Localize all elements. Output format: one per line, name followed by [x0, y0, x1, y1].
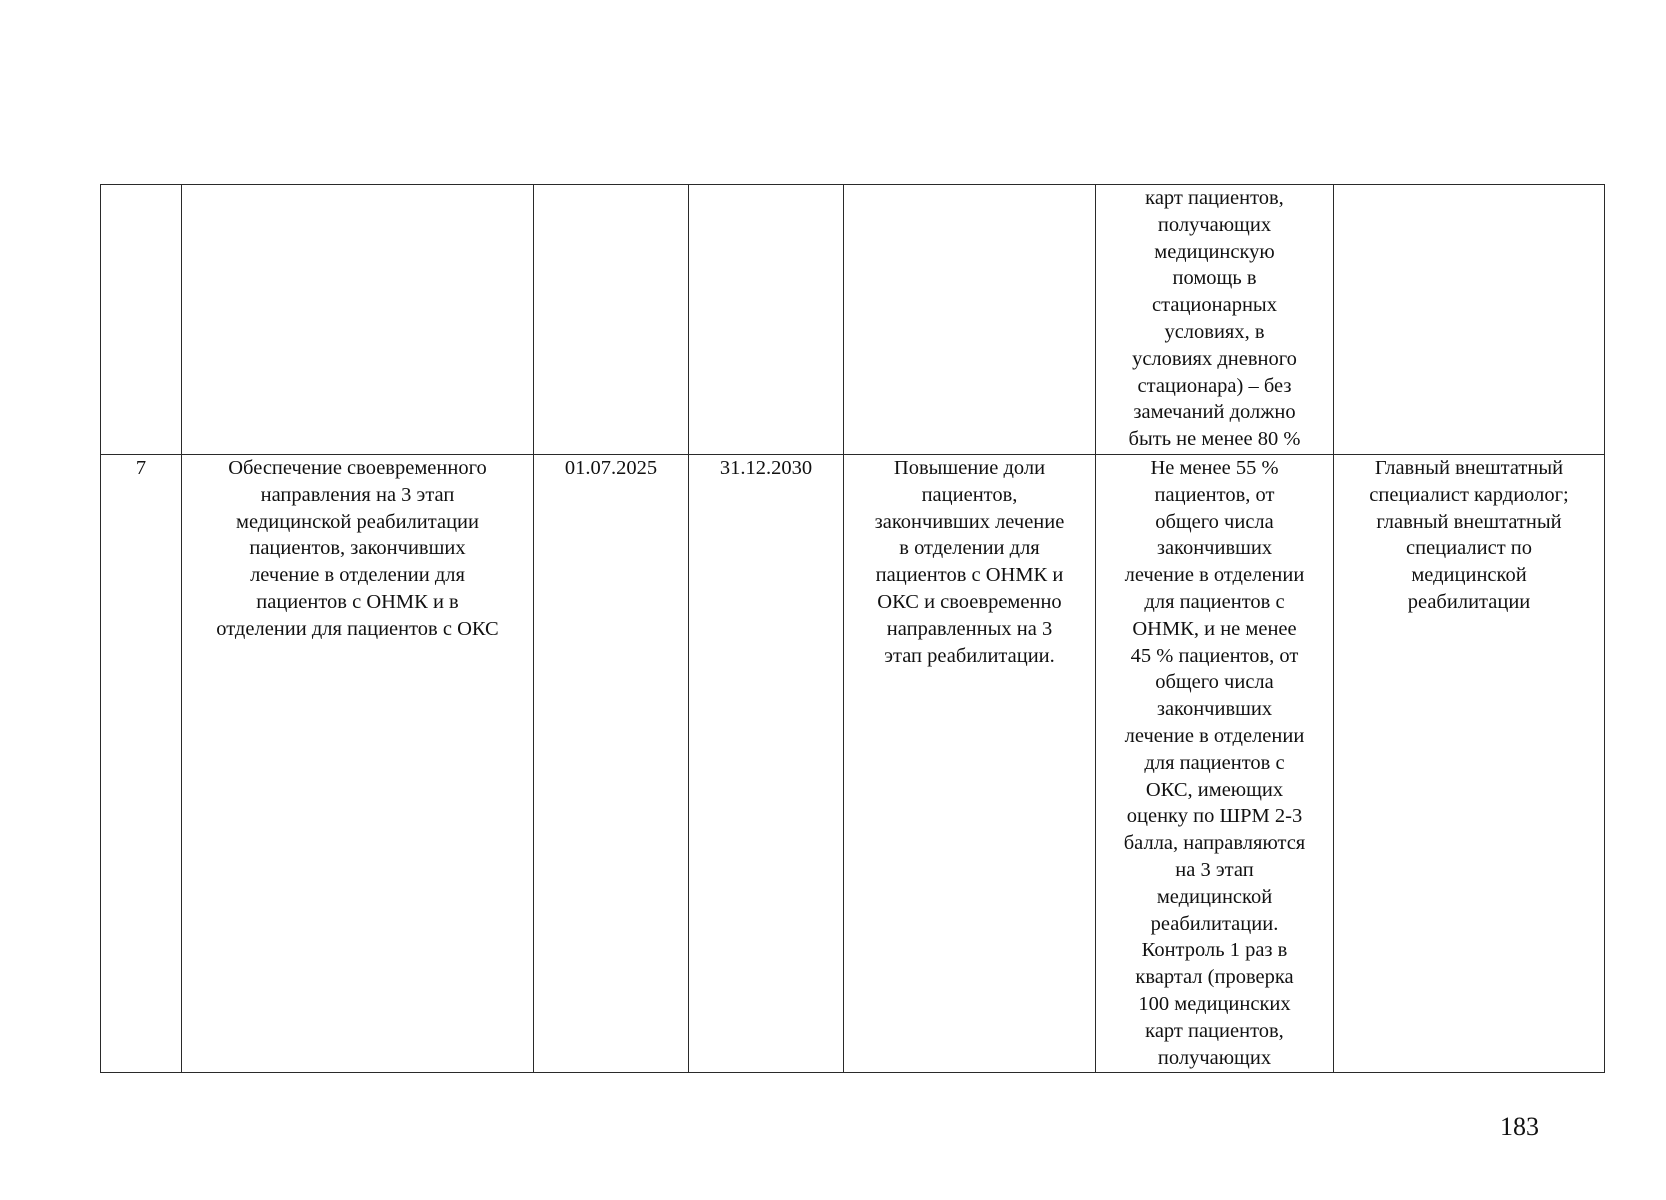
page-number: 183 — [1500, 1112, 1539, 1141]
measures-table — [100, 184, 1605, 1073]
cell-number — [101, 185, 182, 455]
cell-result: Повышение доли пациентов, закончивших лечение в отделении для пациентов с ОНМК и ОКС и своевременно направленных на 3 этап реабилитации. — [844, 455, 1096, 1073]
cell-responsible: Главный внештатный специалист кардиолог; главный внештатный специалист по медицинской реабилитации — [1334, 455, 1605, 1073]
cell-end-date: 31.12.2030 — [689, 455, 844, 1073]
table-row-continued — [101, 185, 1605, 455]
cell-measure — [182, 185, 534, 455]
cell-responsible — [1334, 185, 1605, 455]
cell-indicator: Не менее 55 % пациентов, от общего числа закончивших лечение в отделении для пациентов с ОНМК, и не менее 45 % пациентов, от общего числа закончивших лечение в отделении для пациентов с ОКС, имеющих оценку по ШРМ 2-3 балла, направляются на 3 этап медицинской реабилитации. Контроль 1 раз в квартал (проверка 100 медицинских карт пациентов, получающих — [1096, 455, 1334, 1073]
cell-measure: Обеспечение своевременного направления на 3 этап медицинской реабилитации пациентов, закончивших лечение в отделении для пациентов с ОНМК и в отделении для пациентов с ОКС — [182, 455, 534, 1073]
table-row-7 — [101, 455, 1605, 1073]
cell-result — [844, 185, 1096, 455]
cell-start-date — [534, 185, 689, 455]
cell-start-date: 01.07.2025 — [534, 455, 689, 1073]
cell-indicator: карт пациентов, получающих медицинскую помощь в стационарных условиях, в условиях дневного стационара) – без замечаний должно быть не менее 80 % — [1096, 185, 1334, 455]
cell-number: 7 — [101, 455, 182, 1073]
cell-end-date — [689, 185, 844, 455]
